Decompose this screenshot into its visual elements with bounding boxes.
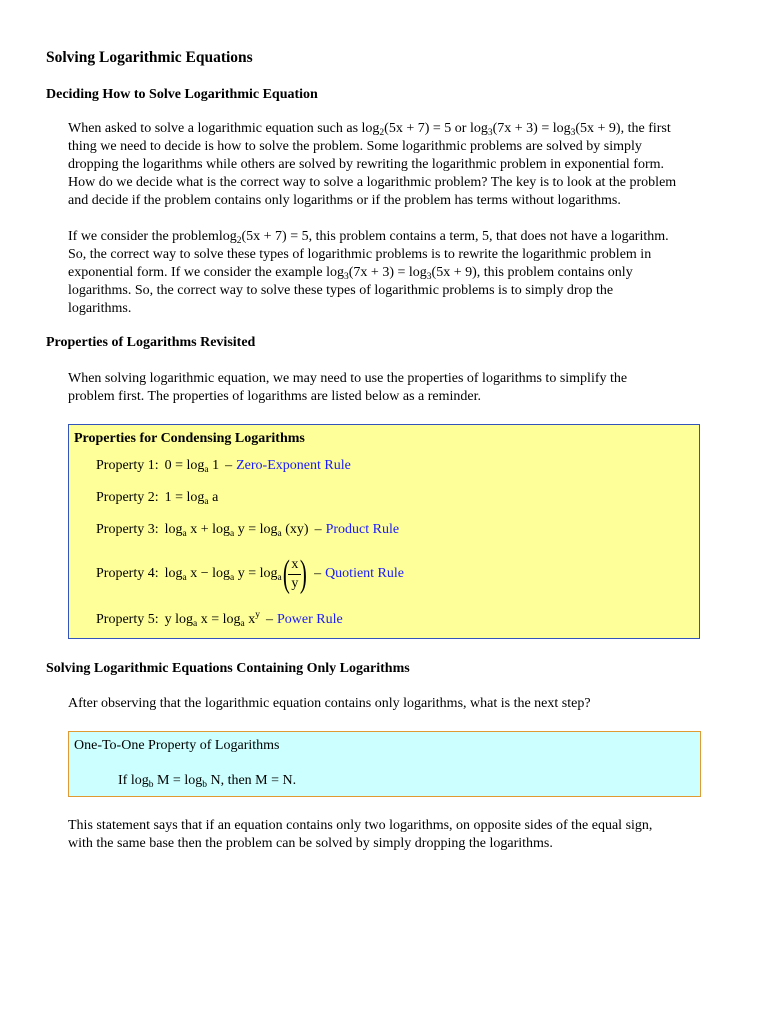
text-run: , this problem contains a term, 5, that does not have a logarithm. (308, 229, 669, 244)
paragraph-line: logarithms. So, the correct way to solve these types of logarithmic problems is to simply drop the (68, 283, 614, 298)
rule-name: Quotient Rule (325, 566, 404, 581)
section-heading-properties: Properties of Logarithms Revisited (46, 335, 256, 350)
math-equation: $\log_2(5x + 7) = 5$ (361, 121, 452, 138)
property-formula: $1 = \log_a a$ (164, 490, 219, 507)
paragraph-conclusion (68, 817, 728, 853)
section-heading-deciding: Deciding How to Solve Logarithmic Equation (46, 87, 318, 102)
math-equation: $\log_2(5x + 7) = 5$ (218, 229, 309, 246)
page-title: Solving Logarithmic Equations (46, 49, 253, 66)
text-run: , this problem contains only (476, 265, 633, 280)
property-3 (96, 522, 399, 538)
property-formula: $\log_a x - \log_a y = \log_a$ (164, 566, 282, 583)
rule-name: Product Rule (325, 522, 400, 537)
rule-name: Power Rule (276, 612, 343, 627)
property-formula: $\log_a x + \log_a y = \log_a (xy)$ (164, 522, 309, 539)
property-label: Property 1: (96, 458, 159, 473)
denominator: y (291, 575, 299, 591)
paragraph-line: and decide if the problem contains only logarithms or if the problem has terms without logarithms. (68, 193, 621, 208)
text-run: , the first (620, 121, 671, 136)
math-equation: $\log_3(7x + 3) = \log_3(5x + 9)$ (326, 265, 477, 282)
paragraph-properties-intro (68, 370, 728, 406)
property-5 (96, 612, 343, 628)
paragraph-intro (68, 120, 728, 210)
right-paren: ) (300, 553, 308, 595)
dash: – (265, 612, 273, 627)
paragraph-line: thing we need to decide is how to solve the problem. Some logarithmic problems are solved by simply (68, 139, 642, 154)
property-label: Property 2: (96, 490, 159, 505)
property-label: Property 4: (96, 566, 159, 581)
math-equation: $\log_3(7x + 3) = \log_3(5x + 9)$ (469, 121, 621, 138)
paragraph-line (68, 120, 728, 138)
paragraph-line: So, the correct way to solve these types of logarithmic problems is to rewrite the logarithmic problem in (68, 247, 652, 262)
property-2 (96, 490, 218, 506)
rule-name: Zero-Exponent Rule (236, 458, 351, 473)
properties-box-title: Properties for Condensing Logarithms (74, 431, 305, 446)
dash: – (314, 566, 322, 581)
paragraph-line: problem first. The properties of logarithms are listed below as a reminder. (68, 389, 482, 404)
text-run: When asked to solve a logarithmic equation such as (68, 121, 362, 136)
one-to-one-formula: If $\log_b M = \log_b N$, then M = N. (118, 773, 297, 790)
property-4 (96, 552, 404, 596)
paragraph-line: After observing that the logarithmic equation contains only logarithms, what is the next step? (68, 696, 591, 711)
paragraph-line (68, 264, 728, 282)
one-to-one-box-title: One-To-One Property of Logarithms (74, 738, 280, 753)
text-run: or (451, 121, 470, 136)
one-to-one-statement (118, 773, 296, 789)
text-run: If we consider the problem (68, 229, 219, 244)
property-label: Property 3: (96, 522, 159, 537)
property-formula: $0 = \log_a 1$ (164, 458, 220, 475)
paragraph-line: How do we decide what is the correct way to solve a logarithmic problem? The key is to look at the problem (68, 175, 677, 190)
paragraph-line: dropping the logarithms while others are solved by rewriting the logarithmic problem in exponential form. (68, 157, 665, 172)
one-to-one-box (68, 731, 701, 797)
paragraph-line: with the same base then the problem can be solved by simply dropping the logarithms. (68, 836, 553, 851)
dash: – (225, 458, 233, 473)
properties-box (68, 424, 700, 639)
dash: – (314, 522, 322, 537)
text-run: exponential form. If we consider the example (68, 265, 327, 280)
fraction (284, 555, 306, 593)
numerator: x (288, 557, 301, 575)
paragraph-line: When solving logarithmic equation, we may need to use the properties of logarithms to simplify the (68, 371, 628, 386)
section-heading-only-logarithms: Solving Logarithmic Equations Containing Only Logarithms (46, 661, 410, 676)
paragraph-line: logarithms. (68, 301, 132, 316)
paragraph-next-step (68, 695, 728, 713)
paragraph-consider (68, 228, 728, 318)
property-1 (96, 458, 351, 474)
paragraph-line: This statement says that if an equation contains only two logarithms, on opposite sides of the equal sign, (68, 818, 653, 833)
paragraph-line (68, 228, 728, 246)
property-label: Property 5: (96, 612, 159, 627)
left-paren: ( (282, 553, 290, 595)
property-formula: y $\log_a x = \log_a x^y$ (164, 610, 260, 629)
